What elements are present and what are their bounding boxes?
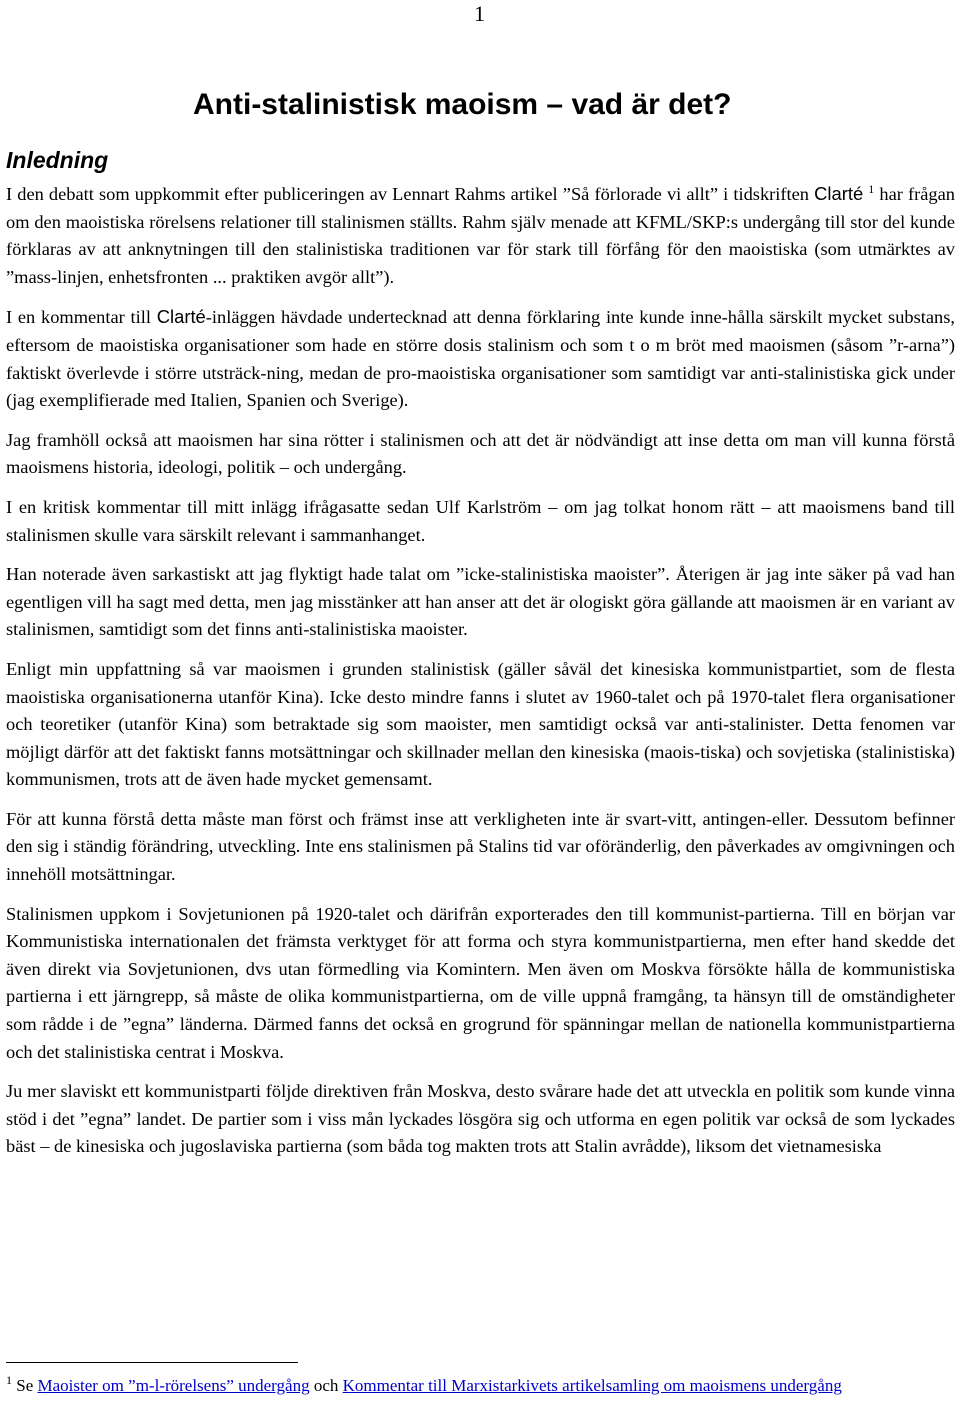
footnote-divider [6, 1362, 298, 1363]
paragraph-3: Jag framhöll också att maoismen har sina rötter i stalinismen och att det är nödvändigt att inse detta om man vill kunna förstå maoismens historia, ideologi, politik – och undergång. [6, 429, 955, 478]
paragraph-1-text-a: I den debatt som uppkommit efter publiceringen av Lennart Rahms artikel ”Så förlorade vi allt” i tidskriften [6, 184, 815, 204]
paragraph-7: För att kunna förstå detta måste man först och främst inse att verkligheten inte är svart-vitt, antingen-eller. Dessutom befinner den sig i ständig förändring, utveckling. Inte ens stalinismen på Stalins tid var oföränderlig, den påverkades av omgivningen och innehöll motsättningar. [6, 808, 955, 885]
paragraph-2-text-b: -inläggen hävdade undertecknad att denna förklaring inte kunde inne-hålla särskilt mycket substans, eftersom de maoistiska organisationer som hade en större dosis stalinism och som t o m bröt med maoismen (såsom ”r-arna”) faktiskt överlevde i större utsträck-ning, medan de pro-maoistiska organisationer som samtidigt var anti-stalinistiska gick under (jag exemplifierade med Italien, Spanien och Sverige). [6, 307, 955, 411]
footnote [6, 1374, 936, 1398]
footnote-ref[interactable]: 1 [868, 182, 875, 196]
paragraph-5: Han noterade även sarkastiskt att jag flyktigt hade talat om ”icke-stalinistiska maoister”. Återigen är jag inte säker på vad han egentligen vill ha sagt med detta, men jag misstänker att han anser att det är ologiskt göra gällande att maoismen är en variant av stalinismen, samtidigt som det finns anti-stalinistiska maoister. [6, 564, 955, 640]
paragraph-1-text-b: har frågan om den maoistiska rörelsens relationer till stalinismen ställts. Rahm själv menade att KFML/SKP:s undergång till stor del kunde förklaras av att anknytningen till den stalinistiska traditionen var för stark till förfång för den maoistiska (som utmärktes av ”mass-linjen, enhetsfronten ... praktiken avgör allt”). [6, 184, 955, 287]
footnote-link-maoister[interactable]: Maoister om ”m-l-rörelsens” undergång [37, 1376, 310, 1395]
footnote-middle: och [309, 1376, 343, 1395]
paragraph-2-text-a: I en kommentar till [6, 307, 157, 328]
footnote-number: 1 [6, 1373, 12, 1387]
paragraph-1 [6, 180, 955, 291]
footnote-link-kommentar[interactable]: Kommentar till Marxistarkivets artikelsamling om maoismens undergång [342, 1376, 842, 1395]
journal-name: Clarté [814, 183, 864, 204]
footnote-prefix: Se [16, 1376, 38, 1395]
paragraph-4: I en kritisk kommentar till mitt inlägg ifrågasatte sedan Ulf Karlström – om jag tolkat honom rätt – att maoismens band till stalinismen skulle vara särskilt relevant i sammanhanget. [6, 496, 955, 545]
paragraph-8: Stalinismen uppkom i Sovjetunionen på 1920-talet och därifrån exporterades den till kommunist-partierna. Till en början var Kommunistiska internationalen det främsta verktyget för att forma och styra kommunistpartierna, men efter hand skedde det även direkt via Sovjetunionen, dvs utan förmedling via Komintern. Men även om Moskva försökte hålla de kommunistiska partierna i ett järngrepp, så måste de olika kommunistpartierna, om de ville uppnå framgång, ta hänsyn till de omständigheter som rådde i de ”egna” länderna. Därmed fanns det också en grogrund för spänningar mellan de nationella kommunistpartierna och det stalinistiska centrat i Moskva. [6, 903, 955, 1062]
page-title: Anti-stalinistisk maoism – vad är det? [193, 88, 732, 121]
paragraph-6: Enligt min uppfattning så var maoismen i grunden stalinistisk (gäller såväl det kinesiska kommunistpartiet, som de flesta maoistiska organisationerna utanför Kina). Icke desto mindre fanns i slutet av 1960-talet och på 1970-talet flera organisationer och teoretiker (utanför Kina) som betraktade sig som maoister, men samtidigt också var anti-stalinister. Detta fenomen var möjligt därför att det faktiskt fanns motsättningar och skillnader mellan den kinesiska (maois-tiska) och sovjetiska (stalinistiska) kommunismen, trots att de även hade mycket gemensamt. [6, 658, 955, 790]
paragraph-2 [6, 303, 955, 414]
article-body [6, 180, 955, 1173]
journal-name: Clarté [156, 306, 206, 328]
section-heading: Inledning [6, 147, 109, 173]
paragraph-9: Ju mer slaviskt ett kommunistparti följde direktiven från Moskva, desto svårare hade det att utveckla en politik som kunde vinna stöd i det ”egna” landet. De partier som i viss mån lyckades lösgöra sig och utforma en egen politik var också de som lyckades bäst – de kinesiska och jugoslaviska partierna (som båda tog makten trots att Stalin avrådde), liksom det vietnamesiska [6, 1081, 955, 1157]
page-number: 1 [474, 1, 485, 26]
